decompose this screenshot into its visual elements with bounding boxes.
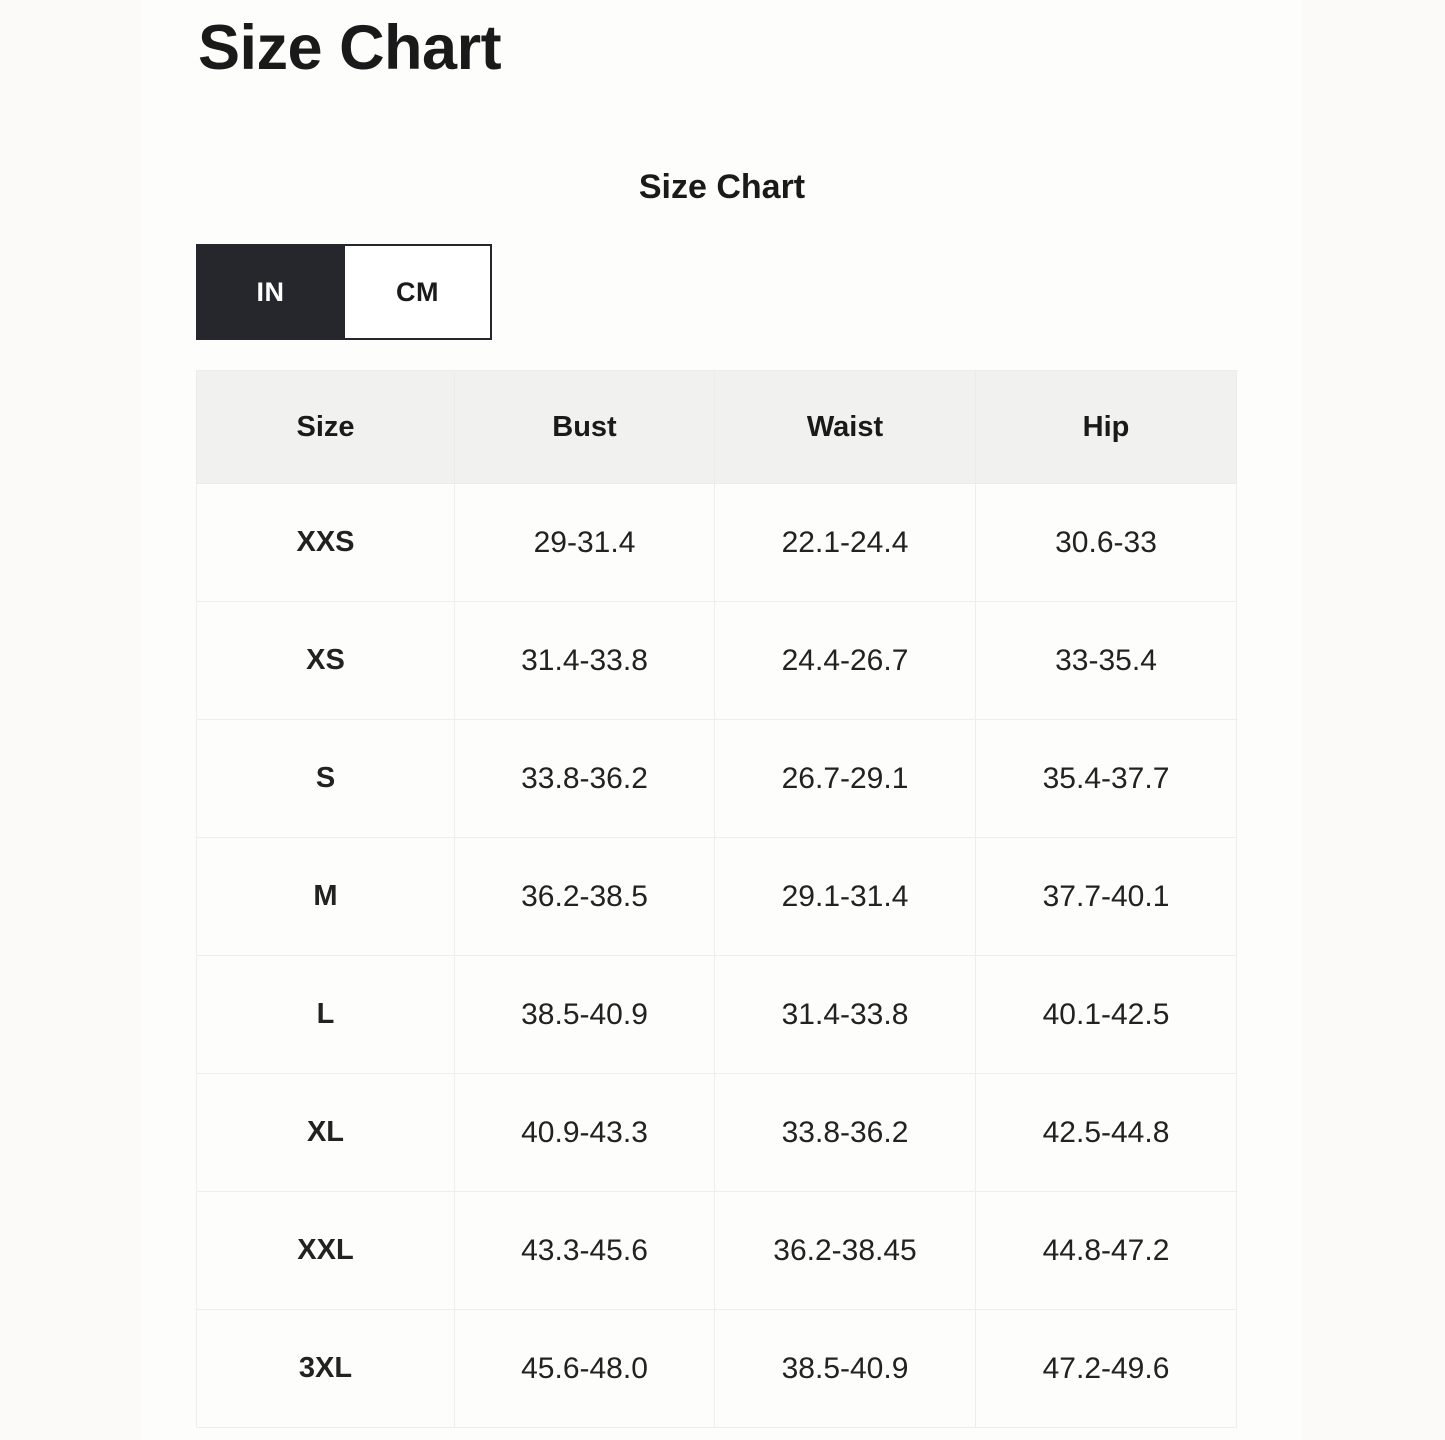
cell-bust: 38.5-40.9 <box>455 956 715 1074</box>
cell-hip: 35.4-37.7 <box>976 720 1237 838</box>
cell-bust: 33.8-36.2 <box>455 720 715 838</box>
unit-option-cm[interactable]: CM <box>343 246 490 338</box>
size-chart-table <box>196 370 1237 1428</box>
cell-waist: 26.7-29.1 <box>715 720 976 838</box>
cell-bust: 31.4-33.8 <box>455 602 715 720</box>
cell-waist: 36.2-38.45 <box>715 1192 976 1310</box>
column-header-hip: Hip <box>976 371 1237 484</box>
cell-size: XXS <box>197 484 455 602</box>
size-chart-panel <box>142 0 1302 1440</box>
cell-size: XL <box>197 1074 455 1192</box>
cell-hip: 40.1-42.5 <box>976 956 1237 1074</box>
cell-hip: 30.6-33 <box>976 484 1237 602</box>
cell-bust: 45.6-48.0 <box>455 1310 715 1428</box>
cell-size: S <box>197 720 455 838</box>
cell-bust: 36.2-38.5 <box>455 838 715 956</box>
cell-waist: 31.4-33.8 <box>715 956 976 1074</box>
cell-bust: 29-31.4 <box>455 484 715 602</box>
table-row <box>197 1192 1237 1310</box>
cell-hip: 44.8-47.2 <box>976 1192 1237 1310</box>
column-header-bust: Bust <box>455 371 715 484</box>
cell-waist: 38.5-40.9 <box>715 1310 976 1428</box>
cell-size: 3XL <box>197 1310 455 1428</box>
table-row <box>197 838 1237 956</box>
cell-size: XS <box>197 602 455 720</box>
cell-bust: 40.9-43.3 <box>455 1074 715 1192</box>
table-row <box>197 484 1237 602</box>
cell-hip: 33-35.4 <box>976 602 1237 720</box>
cell-size: XXL <box>197 1192 455 1310</box>
column-header-waist: Waist <box>715 371 976 484</box>
unit-toggle[interactable] <box>196 244 492 340</box>
cell-hip: 47.2-49.6 <box>976 1310 1237 1428</box>
table-row <box>197 1074 1237 1192</box>
cell-waist: 29.1-31.4 <box>715 838 976 956</box>
cell-hip: 37.7-40.1 <box>976 838 1237 956</box>
page-title: Size Chart <box>198 13 502 83</box>
cell-size: M <box>197 838 455 956</box>
cell-waist: 33.8-36.2 <box>715 1074 976 1192</box>
section-title: Size Chart <box>638 168 806 206</box>
table-header-row <box>197 371 1237 484</box>
table-row <box>197 1310 1237 1428</box>
cell-bust: 43.3-45.6 <box>455 1192 715 1310</box>
cell-waist: 24.4-26.7 <box>715 602 976 720</box>
cell-waist: 22.1-24.4 <box>715 484 976 602</box>
table-row <box>197 720 1237 838</box>
cell-hip: 42.5-44.8 <box>976 1074 1237 1192</box>
unit-option-in[interactable]: IN <box>198 246 343 338</box>
cell-size: L <box>197 956 455 1074</box>
table-row <box>197 602 1237 720</box>
column-header-size: Size <box>197 371 455 484</box>
table-row <box>197 956 1237 1074</box>
